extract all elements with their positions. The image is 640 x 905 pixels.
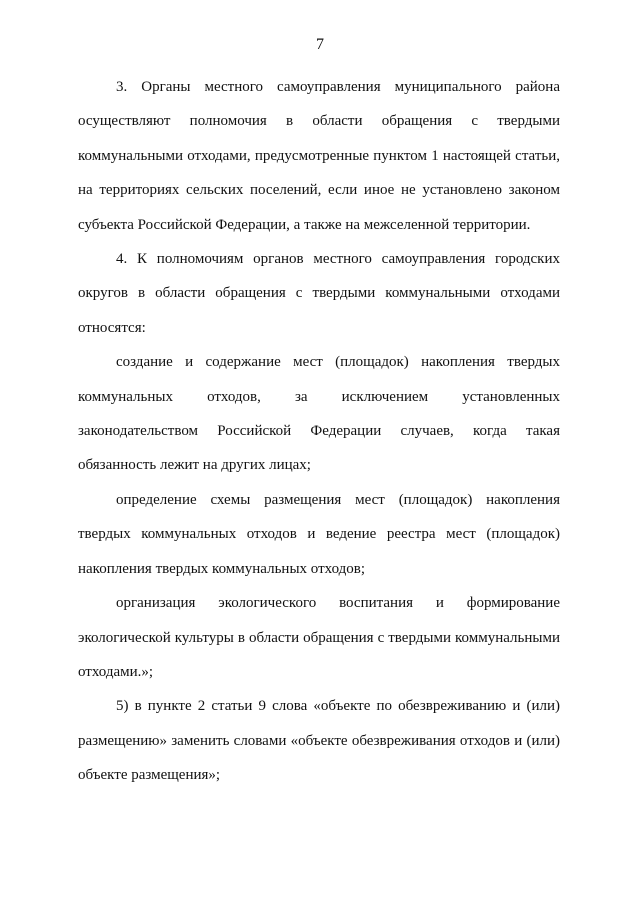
list-item-accumulation-sites: создание и содержание мест (площадок) накопления твердых коммунальных отходов, за исключением установленных законодательством Российской Федерации случаев, когда такая обязанность лежит на других лицах; (78, 354, 560, 474)
paragraph-4-city-districts: 4. К полномочиям органов местного самоуправления городских округов в области обращения с твердыми коммунальными отходами относятся: (78, 251, 560, 336)
document-body (78, 70, 560, 793)
page-number: 7 (316, 36, 324, 53)
list-item-placement-scheme: определение схемы размещения мест (площадок) накопления твердых коммунальных отходов и ведение реестра мест (площадок) накопления твердых коммунальных отходов; (78, 491, 560, 577)
list-item-ecological-education: организация экологического воспитания и формирование экологической культуры в области обращения с твердыми коммунальными отходами.»; (78, 595, 560, 680)
paragraph-3-local-authorities: 3. Органы местного самоуправления муниципального района осуществляют полномочия в области обращения с твердыми коммунальными отходами, предусмотренные пунктом 1 настоящей статьи, на территориях сельских поселений, если иное не установлено законом субъекта Российской Федерации, а также на межселенной территории. (78, 79, 560, 233)
paragraph-5-article-9-amendment: 5) в пункте 2 статьи 9 слова «объекте по обезвреживанию и (или) размещению» заменить словами «объекте обезвреживания отходов и (или) объекте размещения»; (78, 698, 560, 784)
